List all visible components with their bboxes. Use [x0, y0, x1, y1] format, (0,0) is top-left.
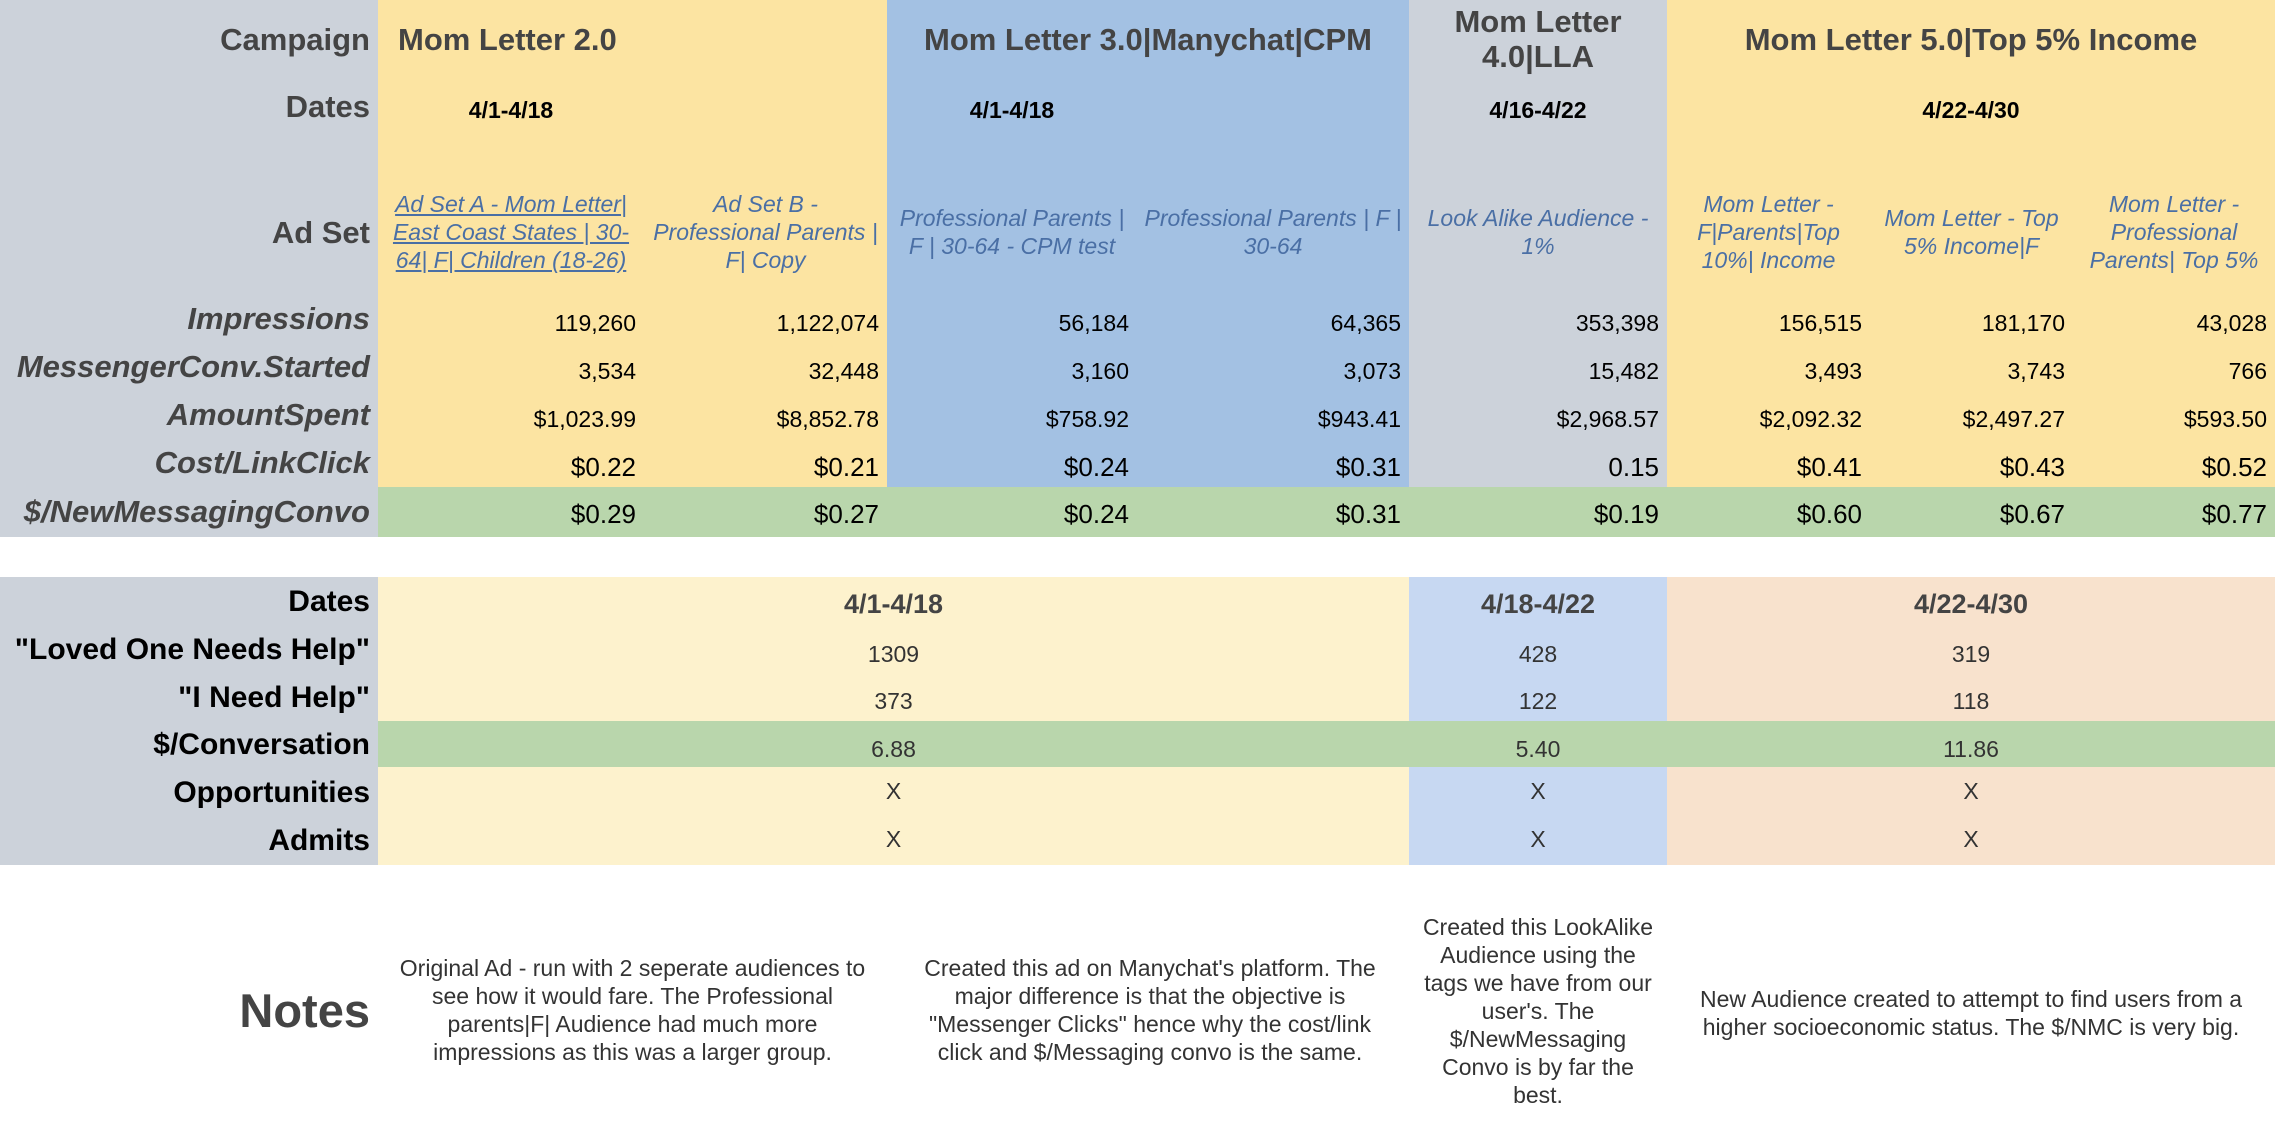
campaign-name: Mom Letter 3.0|Manychat|CPM — [924, 21, 1372, 57]
impressions-value: 353,398 — [1575, 309, 1659, 336]
impressions-value: 56,184 — [1058, 309, 1129, 336]
loved-one-value: 319 — [1951, 640, 1991, 667]
cost-per-conversation-label: $/Conversation — [153, 728, 370, 761]
dates-label: Dates — [285, 88, 370, 124]
cost-link-click-value: $0.52 — [2201, 451, 2267, 482]
note-text: Created this ad on Manychat's platform. The major difference is that the objective is "Messenger Clicks" hence why the cost/link click and $/Messaging convo is the same. — [924, 955, 1376, 1065]
cost-link-click-value: $0.21 — [813, 451, 879, 482]
impressions-value: 1,122,074 — [776, 309, 879, 336]
dates-label: Dates — [288, 585, 370, 618]
opportunities-value: X — [885, 777, 902, 804]
admits-value: X — [1530, 825, 1546, 852]
adset-name: Professional Parents | F | 30-64 - CPM test — [899, 205, 1125, 259]
adset-name[interactable]: Ad Set A - Mom Letter| East Coast States | 30-64| F| Children (18-26) — [392, 191, 630, 273]
campaign-dates: 4/1-4/18 — [969, 96, 1055, 123]
amount-spent-value: $2,968.57 — [1556, 405, 1659, 432]
impressions-label: Impressions — [187, 301, 370, 336]
cost-link-click-value: 0.15 — [1608, 451, 1659, 482]
messenger-conv-value: 3,493 — [1804, 357, 1862, 384]
new-messaging-convo-value: $0.27 — [813, 498, 879, 529]
cost-link-click-value: $0.41 — [1796, 451, 1862, 482]
new-messaging-convo-value: $0.19 — [1593, 498, 1659, 529]
admits-label: Admits — [268, 824, 370, 857]
cost-link-click-value: $0.31 — [1335, 451, 1401, 482]
impressions-value: 156,515 — [1778, 309, 1862, 336]
messenger-conv-value: 32,448 — [808, 357, 879, 384]
amount-spent-value: $943.41 — [1317, 405, 1401, 432]
impressions-value: 64,365 — [1330, 309, 1401, 336]
new-messaging-convo-value: $0.77 — [2201, 498, 2267, 529]
amount-spent-value: $8,852.78 — [776, 405, 879, 432]
messenger-conv-label: MessengerConv.Started — [16, 349, 370, 384]
adset-name: Professional Parents | F | 30-64 — [1144, 205, 1402, 259]
new-messaging-convo-value: $0.24 — [1063, 498, 1129, 529]
opportunities-value: X — [1963, 777, 1979, 804]
group-dates: 4/18-4/22 — [1480, 588, 1596, 619]
amount-spent-value: $758.92 — [1045, 405, 1129, 432]
new-messaging-convo-value: $0.60 — [1796, 498, 1862, 529]
amount-spent-value: $593.50 — [2183, 405, 2267, 432]
messenger-conv-value: 766 — [2228, 357, 2267, 384]
adset-name: Ad Set B - Professional Parents | F| Copy — [653, 191, 878, 273]
cost-per-conversation-value: 5.40 — [1515, 735, 1561, 762]
opportunities-label: Opportunities — [173, 776, 370, 809]
adset-name: Mom Letter - F|Parents|Top 10%| Income — [1697, 191, 1840, 273]
messenger-conv-value: 15,482 — [1588, 357, 1659, 384]
new-messaging-convo-value: $0.29 — [570, 498, 636, 529]
note-text: Created this LookAlike Audience using the tags we have from our user's. The $/NewMessaging Convo is by far the best. — [1422, 913, 1654, 1108]
adset-name: Mom Letter - Professional Parents| Top 5% — [2089, 191, 2259, 273]
opportunities-value: X — [1530, 777, 1546, 804]
note-text: New Audience created to attempt to find users from a higher socioeconomic status. The $/NMC is very big. — [1699, 986, 2243, 1040]
admits-value: X — [1963, 825, 1979, 852]
campaign-dates: 4/1-4/18 — [468, 96, 554, 123]
adset-label: Ad Set — [271, 214, 370, 250]
campaign-name: Mom Letter 5.0|Top 5% Income — [1744, 21, 2198, 57]
cost-link-click-label: Cost/LinkClick — [154, 445, 370, 480]
loved-one-label: "Loved One Needs Help" — [14, 633, 370, 666]
i-need-help-value: 122 — [1518, 687, 1558, 714]
adset-name: Look Alike Audience - 1% — [1427, 205, 1649, 259]
amount-spent-value: $2,497.27 — [1962, 405, 2065, 432]
campaign-dates: 4/16-4/22 — [1489, 96, 1587, 123]
impressions-value: 119,260 — [554, 309, 636, 336]
amount-spent-value: $2,092.32 — [1759, 405, 1862, 432]
loved-one-value: 1309 — [867, 640, 920, 667]
new-messaging-convo-value: $0.67 — [1999, 498, 2065, 529]
group-dates: 4/1-4/18 — [843, 588, 944, 619]
messenger-conv-value: 3,743 — [2007, 357, 2065, 384]
cost-link-click-value: $0.24 — [1063, 451, 1129, 482]
impressions-value: 181,170 — [1981, 309, 2065, 336]
loved-one-value: 428 — [1518, 640, 1558, 667]
messenger-conv-value: 3,160 — [1071, 357, 1129, 384]
cost-link-click-value: $0.22 — [570, 451, 636, 482]
campaign-dates: 4/22-4/30 — [1922, 96, 2020, 123]
cost-link-click-value: $0.43 — [1999, 451, 2065, 482]
i-need-help-value: 118 — [1952, 687, 1990, 714]
impressions-value: 43,028 — [2196, 309, 2267, 336]
cost-per-conversation-value: 11.86 — [1943, 735, 1999, 762]
notes-label: Notes — [239, 983, 370, 1037]
note-text: Original Ad - run with 2 seperate audiences to see how it would fare. The Professional parents|F| Audience had much more impressions as this was a larger group. — [399, 955, 866, 1065]
new-messaging-convo-value: $0.31 — [1335, 498, 1401, 529]
campaign-name: Mom Letter 4.0|LLA — [1454, 4, 1622, 74]
group-dates: 4/22-4/30 — [1913, 588, 2029, 619]
messenger-conv-value: 3,534 — [578, 357, 636, 384]
adset-name: Mom Letter - Top 5% Income|F — [1884, 205, 2059, 259]
new-messaging-convo-label: $/NewMessagingConvo — [23, 494, 370, 529]
amount-spent-label: AmountSpent — [166, 397, 370, 432]
campaign-name: Mom Letter 2.0 — [398, 21, 617, 57]
admits-value: X — [885, 825, 902, 852]
messenger-conv-value: 3,073 — [1343, 357, 1401, 384]
amount-spent-value: $1,023.99 — [533, 405, 636, 432]
cost-per-conversation-value: 6.88 — [871, 735, 916, 762]
campaign-label: Campaign — [220, 21, 370, 57]
i-need-help-label: "I Need Help" — [178, 681, 370, 714]
i-need-help-value: 373 — [874, 687, 913, 714]
